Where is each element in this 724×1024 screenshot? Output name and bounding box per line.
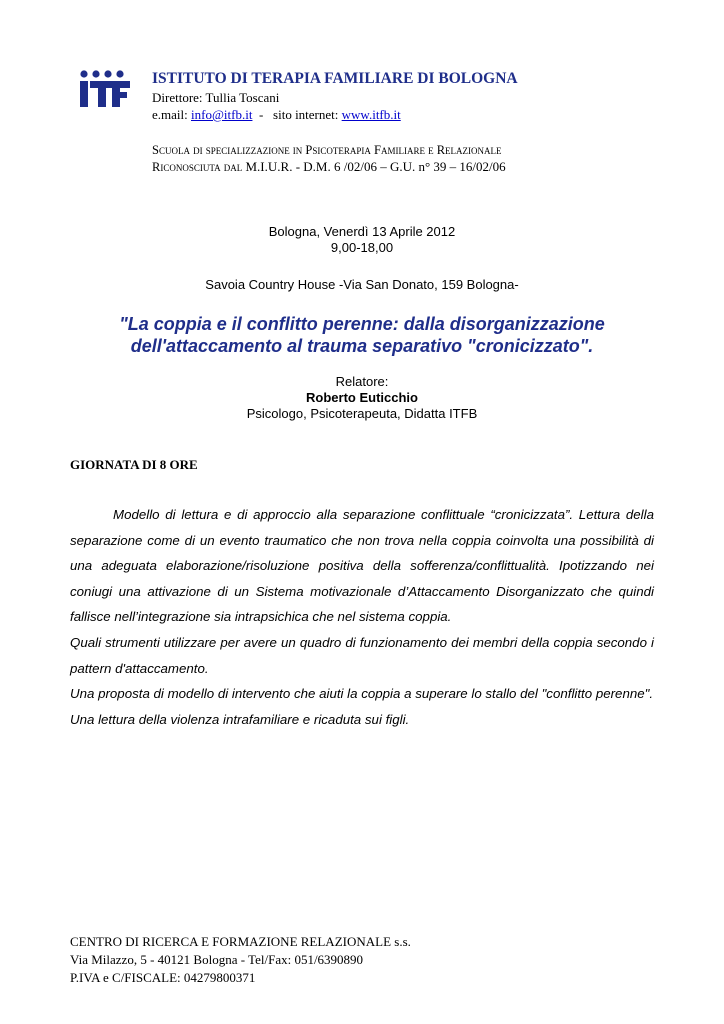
paragraph: Modello di lettura e di approccio alla separazione conflittuale “cronicizzata”. Lettura della separazione come di un evento traumatico che non trova nella coppia coinvolta una possibilità di una adeguata elaborazione/risoluzione positiva della sofferenza/conflittualità. Ipotizzando nei coniugi una attivazione di un Sistema motivazionale d’Attaccamento Disorganizzato che quindi fallisce nell’integrazione sia intrapsichica che nel sistema coppia. xyxy=(70,507,654,625)
speaker-role: Psicologo, Psicoterapeuta, Didatta ITFB xyxy=(246,406,478,421)
email-link[interactable]: info@itfb.it xyxy=(191,107,253,122)
talk-title-line2: dell'attaccamento al trauma separativo "cronicizzato". xyxy=(130,336,594,356)
event-date: Bologna, Venerdì 13 Aprile 2012 xyxy=(268,224,456,239)
site-label: - sito internet: xyxy=(252,107,342,122)
institute-name: ISTITUTO DI TERAPIA FAMILIARE DI BOLOGNA xyxy=(152,70,518,87)
section-heading: GIORNATA DI 8 ORE xyxy=(70,457,198,472)
school-line: Scuola di specializzazione in Psicoterapia Familiare e Relazionale xyxy=(152,143,502,157)
site-link[interactable]: www.itfb.it xyxy=(341,107,401,122)
talk-title-line1: "La coppia e il conflitto perenne: dalla disorganizzazione xyxy=(119,314,605,334)
footer-address: Via Milazzo, 5 - 40121 Bologna - Tel/Fax: 051/6390890 xyxy=(70,952,364,967)
contact-line xyxy=(152,107,401,123)
itf-logo xyxy=(76,70,132,108)
paragraph: Quali strumenti utilizzare per avere un quadro di funzionamento dei membri della coppia secondo i pattern d'attaccamento. xyxy=(70,634,654,676)
speaker-label: Relatore: xyxy=(335,374,389,389)
director-line: Direttore: Tullia Toscani xyxy=(152,90,280,105)
speaker-name: Roberto Euticchio xyxy=(306,390,418,405)
recognition-prefix: Riconosciuta dal xyxy=(152,160,243,174)
recognition-line xyxy=(152,159,506,175)
recognition-rest: M.I.U.R. - D.M. 6 /02/06 – G.U. n° 39 – 16/02/06 xyxy=(242,159,506,174)
event-time: 9,00-18,00 xyxy=(330,240,394,255)
footer-org: CENTRO DI RICERCA E FORMAZIONE RELAZIONALE s.s. xyxy=(70,934,411,949)
paragraph: Una lettura della violenza intrafamiliare e ricaduta sui figli. xyxy=(70,711,410,727)
email-label: e.mail: xyxy=(152,107,191,122)
footer xyxy=(70,933,411,987)
paragraph: Una proposta di modello di intervento che aiuti la coppia a superare lo stallo del "conflitto perenne". xyxy=(70,686,654,702)
event-venue: Savoia Country House -Via San Donato, 159 Bologna- xyxy=(205,277,519,292)
description-body xyxy=(70,502,654,732)
footer-vat: P.IVA e C/FISCALE: 04279800371 xyxy=(70,970,256,985)
